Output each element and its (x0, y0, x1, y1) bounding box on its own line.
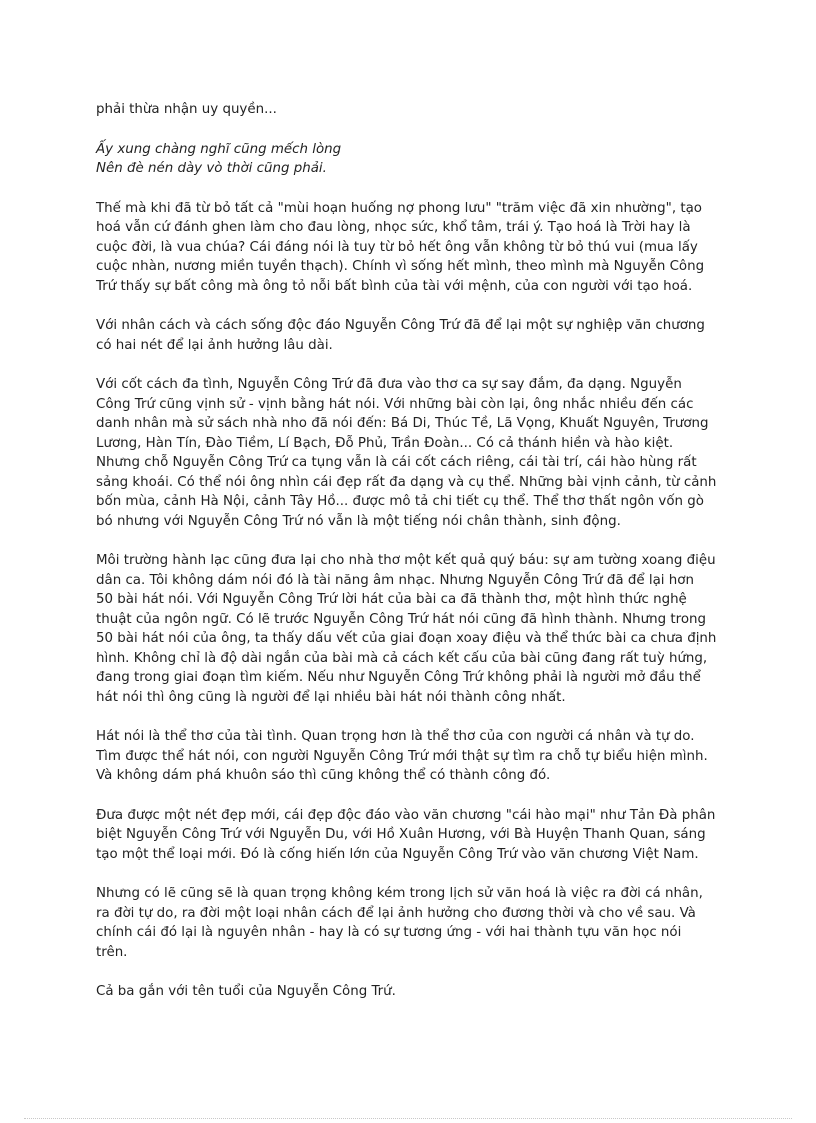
paragraph (96, 727, 721, 786)
text-line: hát nói thì ông cũng là người để lại nhiều bài hát nói thành công nhất. (96, 689, 566, 705)
text-line: biệt Nguyễn Công Trứ với Nguyễn Du, với Hồ Xuân Hương, với Bà Huyện Thanh Quan, sáng (96, 827, 706, 842)
paragraph (96, 375, 721, 531)
paragraph-continuation (96, 100, 721, 120)
text-line: Và không dám phá khuôn sáo thì cũng không thể có thành công đó. (96, 768, 551, 783)
text-line: bốn mùa, cảnh Hà Nội, cảnh Tây Hồ... được mô tả chi tiết cụ thể. Thể thơ thất ngôn vốn gò (96, 494, 704, 509)
text-line: 50 bài hát nói của ông, ta thấy dấu vết của giai đoạn xoay điệu và thể thức bài ca chưa định (96, 631, 717, 646)
document-page (96, 100, 721, 1022)
paragraph-closing (96, 982, 721, 1002)
text-line: Hát nói là thể thơ của tài tình. Quan trọng hơn là thể thơ của con người cá nhân và tự do. (96, 729, 695, 744)
text-line: đang trong giai đoạn tìm kiếm. Nếu như Nguyễn Công Trứ không phải là người mở đầu thể (96, 670, 701, 685)
text-line: Tìm được thể hát nói, con người Nguyễn Công Trứ mới thật sự tìm ra chỗ tự biểu hiện mình. (96, 748, 708, 764)
text-line: thuật của ngôn ngữ. Có lẽ trước Nguyễn Công Trứ hát nói cũng đã hình thành. Nhưng trong (96, 611, 707, 627)
text-line: Với nhân cách và cách sống độc đáo Nguyễn Công Trứ đã để lại một sự nghiệp văn chương (96, 318, 705, 333)
text-line: hình. Không chỉ là độ dài ngắn của bài mà cả cách kết cấu của bài cũng đang rất tuỳ hứng, (96, 650, 708, 666)
text-line: Đưa được một nét đẹp mới, cái đẹp độc đáo vào văn chương "cái hào mại" như Tản Đà phân (96, 807, 716, 823)
text-line: Nhưng chỗ Nguyễn Công Trứ ca tụng vẫn là cái cốt cách riêng, cái tài trí, cái hào hùng rất (96, 455, 697, 470)
paragraph (96, 199, 721, 297)
text-line: cuộc nhàn, nương miền tuyền thạch). Chính vì sống hết mình, theo mình mà Nguyễn Công (96, 259, 705, 274)
text-line: dân ca. Tôi không dám nói đó là tài năng âm nhạc. Nhưng Nguyễn Công Trứ đã để lại hơn (96, 572, 694, 588)
paragraph (96, 884, 721, 962)
text-line: có hai nét để lại ảnh hưởng lâu dài. (96, 337, 333, 353)
text-line: danh nhân mà sử sách nhà nho đã nói đến: Bá Di, Thúc Tề, Lã Vọng, Khuất Nguyên, Trương (96, 416, 709, 431)
text-line: Công Trứ cũng vịnh sử - vịnh bằng hát nói. Với những bài còn lại, ông nhắc nhiều đến các (96, 396, 694, 412)
text-line: Với cốt cách đa tình, Nguyễn Công Trứ đã đưa vào thơ ca sự say đắm, đa dạng. Nguyễn (96, 377, 682, 392)
page-bottom-divider (24, 1118, 792, 1119)
text-line: sảng khoái. Có thể nói ông nhìn cái đẹp rất đa dạng và cụ thể. Những bài vịnh cảnh, từ cảnh (96, 474, 717, 490)
paragraph (96, 806, 721, 865)
text-line: ra đời tự do, ra đời một loại nhân cách để lại ảnh hưởng cho đương thời và cho về sau. Và (96, 905, 696, 921)
text-line: Trứ thấy sự bất công mà ông tỏ nỗi bất bình của tài với mệnh, của con người với tạo hoá. (96, 278, 693, 294)
text-line: bó nhưng với Nguyễn Công Trứ nó vẫn là một tiếng nói chân thành, sinh động. (96, 513, 621, 529)
text-line: cuộc đời, là vua chúa? Cái đáng nói là tuy từ bỏ hết ông vẫn không từ bỏ thú vui (mua lấy (96, 239, 698, 255)
poem-excerpt (96, 140, 721, 179)
poem-line: Nên đè nén dày vò thời cũng phải. (96, 161, 327, 176)
text-line: Môi trường hành lạc cũng đưa lại cho nhà thơ một kết quả quý báu: sự am tường xoang điệu (96, 553, 716, 568)
paragraph (96, 551, 721, 707)
text-line: Thế mà khi đã từ bỏ tất cả "mùi hoạn huống nợ phong lưu" "trăm việc đã xin nhường", tạo (96, 200, 702, 216)
paragraph (96, 316, 721, 355)
poem-line: Ấy xung chàng nghĩ cũng mếch lòng (96, 141, 342, 157)
text-line: tạo một thể loại mới. Đó là cống hiến lớn của Nguyễn Công Trứ vào văn chương Việt Nam. (96, 846, 699, 862)
text-line: hoá vẫn cứ đánh ghen làm cho đau lòng, nhọc sức, khổ tâm, trái ý. Tạo hoá là Trời hay là (96, 220, 691, 235)
text-line: trên. (96, 944, 128, 960)
text-line: Cả ba gắn với tên tuổi của Nguyễn Công Trứ. (96, 984, 396, 999)
text-line: phải thừa nhận uy quyền... (96, 102, 277, 117)
text-line: chính cái đó lại là nguyên nhân - hay là có sự tương ứng - với hai thành tựu văn học nói (96, 925, 682, 940)
text-line: Lương, Hàn Tín, Đào Tiềm, Lí Bạch, Đỗ Phủ, Trần Đoàn... Có cả thánh hiền và hào kiệt. (96, 435, 674, 451)
text-line: 50 bài hát nói. Với Nguyễn Công Trứ lời hát của bài ca đã thành thơ, một hình thức nghệ (96, 592, 687, 607)
text-line: Nhưng có lẽ cũng sẽ là quan trọng không kém trong lịch sử văn hoá là việc ra đời cá nhân, (96, 886, 703, 901)
